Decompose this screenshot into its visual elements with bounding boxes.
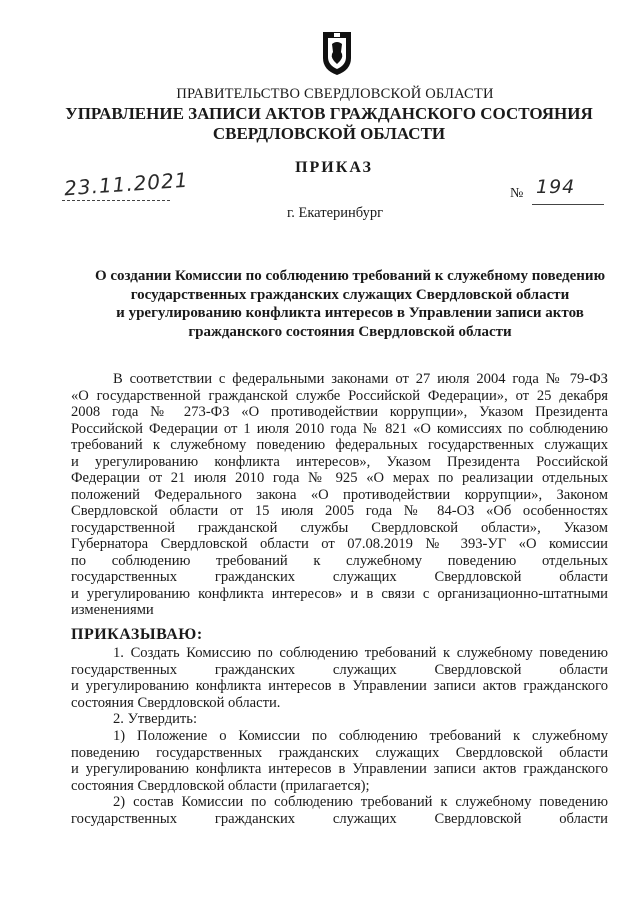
preamble-line: государственной гражданской службы Свердловской области», Указом	[71, 519, 608, 536]
item-line: и урегулированию конфликта интересов в Управлении записи актов гражданского	[71, 761, 608, 778]
title-line: О создании Комиссии по соблюдению требований к служебному поведению	[94, 268, 606, 284]
item-line: 1) Положение о Комиссии по соблюдению требований к служебному	[113, 727, 608, 744]
item-line: 1. Создать Комиссию по соблюдению требований к служебному поведению	[113, 645, 608, 661]
handwritten-number: 194	[536, 176, 576, 198]
preamble-line: 2008 года № 273-ФЗ «О противодействии коррупции», Указом Президента	[71, 404, 608, 420]
preamble-line: «О государственной гражданской службе Российской Федерации», от 25 декабря	[71, 387, 608, 404]
preamble-line: Губернатора Свердловской области от 07.08.2019 № 393-УГ «О комиссии	[71, 536, 608, 552]
preamble-line: Российской Федерации от 1 июля 2010 года № 821 «О комиссиях по соблюдению	[71, 420, 608, 437]
title-line: гражданского состояния Свердловской области	[188, 323, 512, 340]
preamble-line: Свердловской области от 15 июля 2005 года № 84-ОЗ «Об особенностях	[71, 503, 608, 519]
city: г. Екатеринбург	[286, 205, 384, 221]
item-line: состояния Свердловской области (прилагается);	[71, 777, 370, 794]
date-underline	[62, 199, 170, 201]
order-title	[70, 267, 630, 341]
agency-name-line2: СВЕРДЛОВСКОЙ ОБЛАСТИ	[212, 124, 446, 143]
order-directive: ПРИКАЗЫВАЮ:	[71, 626, 203, 643]
preamble-line: Федерации от 21 июля 2010 года № 925 «О мерах по реализации отдельных	[71, 470, 608, 486]
preamble-line: изменениями	[71, 602, 154, 618]
number-label: №	[510, 186, 524, 201]
item-line: 2. Утвердить:	[113, 711, 198, 728]
handwritten-date: 23.11.2021	[63, 167, 190, 201]
preamble-line: требований к служебному поведению федеральных государственных служащих	[71, 437, 608, 453]
preamble-line: В соответствии с федеральными законами от 27 июля 2004 года № 79-ФЗ	[113, 371, 608, 387]
title-line: и урегулированию конфликта интересов в Управлении записи актов	[116, 305, 584, 321]
preamble-line: положений Федерального закона «О противодействии коррупции», Законом	[71, 486, 608, 503]
preamble-line: и урегулированию конфликта интересов» и в связи с организационно-штатными	[71, 585, 608, 602]
order-items	[71, 645, 608, 828]
document-type: ПРИКАЗ	[295, 159, 373, 176]
preamble-line: государственных гражданских служащих Свердловской области	[71, 569, 608, 585]
preamble-line: по соблюдению требований к служебному поведению отдельных	[71, 552, 608, 569]
government-name: ПРАВИТЕЛЬСТВО СВЕРДЛОВСКОЙ ОБЛАСТИ	[176, 86, 494, 102]
item-line: государственных гражданских служащих Свердловской области	[71, 810, 608, 827]
agency-name	[0, 104, 640, 144]
item-line: и урегулированию конфликта интересов в Управлении записи актов гражданского	[71, 678, 608, 695]
coat-of-arms-icon	[320, 30, 354, 76]
title-line: государственных гражданских служащих Свердловской области	[130, 286, 570, 303]
preamble-line: и урегулированию конфликта интересов», Указом Президента Российской	[71, 453, 608, 470]
item-line: 2) состав Комиссии по соблюдению требований к служебному поведению	[113, 794, 608, 811]
preamble	[71, 371, 608, 619]
item-line: поведению государственных гражданских служащих Свердловской области	[71, 744, 608, 761]
item-line: государственных гражданских служащих Свердловской области	[71, 661, 608, 678]
agency-name-line1: УПРАВЛЕНИЕ ЗАПИСИ АКТОВ ГРАЖДАНСКОГО СОСТОЯНИЯ	[65, 104, 593, 123]
item-line: состояния Свердловской области.	[71, 694, 281, 711]
